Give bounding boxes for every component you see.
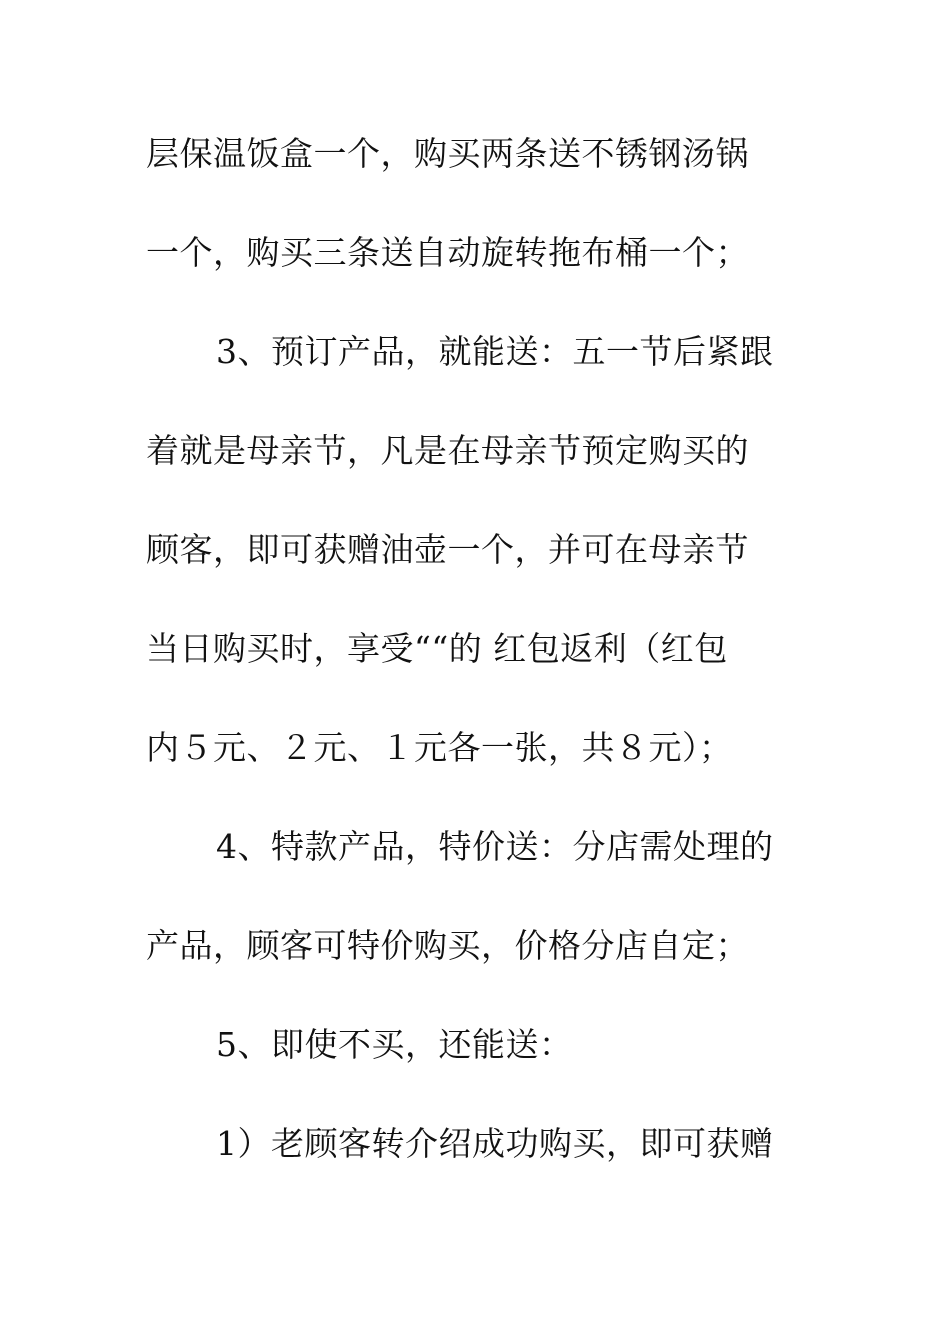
paragraph-5-1-start: 1）老顾客转介绍成功购买，即可获赠 xyxy=(216,1124,774,1163)
text-line: 内５元、２元、１元各一张，共８元）； xyxy=(146,728,733,767)
paragraph-3-start: 3、预订产品，就能送：五一节后紧跟 xyxy=(216,332,774,371)
text-line: 一个，购买三条送自动旋转拖布桶一个； xyxy=(146,233,749,272)
paragraph-5-heading: 5、即使不买，还能送： xyxy=(216,1025,573,1064)
paragraph-4-start: 4、特款产品，特价送：分店需处理的 xyxy=(216,827,774,866)
text-line: 着就是母亲节，凡是在母亲节预定购买的 xyxy=(146,431,749,470)
text-line: 层保温饭盒一个，购买两条送不锈钢汤锅 xyxy=(146,134,749,173)
text-line: 顾客，即可获赠油壶一个，并可在母亲节 xyxy=(146,530,749,569)
text-line: 产品，顾客可特价购买，价格分店自定； xyxy=(146,926,749,965)
text-line: 当日购买时，享受““的 红包返利（红包 xyxy=(146,629,728,668)
